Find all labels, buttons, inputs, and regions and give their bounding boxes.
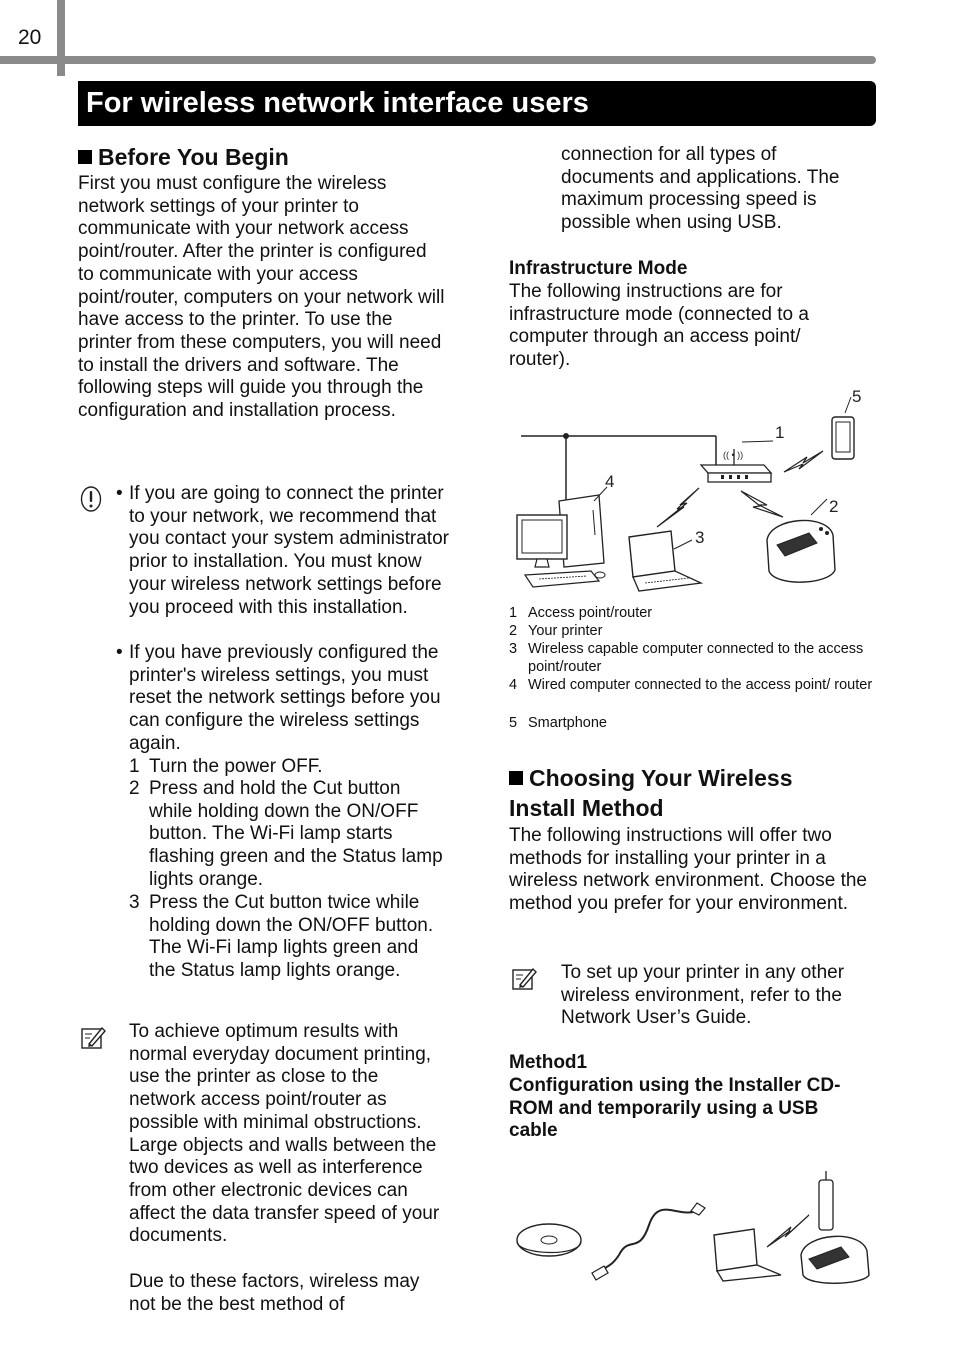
reset-step-3: 3 Press the Cut button twice while holding down the ON/OFF button. The Wi-Fi lamp lights green and the Status lamp lights orange. <box>129 892 434 982</box>
wireless-signal-icon <box>767 1215 809 1247</box>
callout-2: 2 <box>829 497 839 516</box>
before-intro: First you must configure the wireless network settings of your printer to communicate with your network access point/router. After the printer is configured to communicate with your access point/router, computers on your network will have access to the printer. To use the printer from these computers, you will need to install the drivers and software. The following steps will guide you through the configuration and installation process. <box>78 173 445 422</box>
infrastructure-mode-text: The following instructions are for infrastructure mode (connected to a computer through an access point/ router). <box>509 281 809 371</box>
note-wireless-factors: Due to these factors, wireless may not be the best method of <box>129 1271 420 1315</box>
label-printer <box>801 1236 869 1283</box>
caution-bullet-1: • If you are going to connect the printer to your network, we recommend that you contact your system administrator prior to installation. You must know your wireless network settings before you proceed with this installation. <box>116 483 449 618</box>
caution-bullet-2: • If you have previously configured the printer's wireless settings, you must reset the network settings before you can configure the wireless settings again. <box>116 642 441 754</box>
callout-line <box>674 540 692 549</box>
caption-item: 1 Access point/router <box>509 605 653 621</box>
usb-cable <box>592 1203 705 1280</box>
method1-subtitle: Configuration using the Installer CD-ROM and temporarily using a USB cable <box>509 1075 841 1142</box>
wireless-signal-icon <box>741 491 783 517</box>
bullet-dot: • <box>116 642 123 663</box>
note-pencil-icon <box>511 965 538 992</box>
before-heading: Before You Begin <box>78 142 289 172</box>
note-wireless-factors-continued: connection for all types of documents and applications. The maximum processing speed is possible when using USB. <box>561 144 840 234</box>
reset-step-2: 2 Press and hold the Cut button while holding down the ON/OFF button. The Wi-Fi lamp starts flashing green and the Status lamp lights orange. <box>129 778 443 890</box>
reset-step-1: 1 Turn the power OFF. <box>129 756 323 777</box>
cd-rom-disc <box>517 1224 581 1256</box>
callout-1: 1 <box>775 423 785 442</box>
note-optimum-results: To achieve optimum results with normal everyday document printing, use the printer as close to the network access point/router as possible with minimal obstructions. Large objects and walls between the two devices as well as interference from other electronic devices can affect the data transfer speed of your documents. <box>129 1021 440 1247</box>
callout-3: 3 <box>695 528 705 547</box>
diagram-captions <box>509 604 874 734</box>
method1-title: Method1 <box>509 1052 588 1073</box>
caption-item: 4 Wired computer connected to the access point/ router <box>509 677 873 693</box>
infrastructure-diagram <box>509 385 871 600</box>
access-point-router <box>819 1171 833 1230</box>
header-horizontal-bar <box>0 56 876 64</box>
square-bullet-icon <box>509 771 523 785</box>
infrastructure-mode-heading: Infrastructure Mode <box>509 258 688 279</box>
callout-4: 4 <box>605 472 615 491</box>
method1-illustration <box>509 1165 874 1285</box>
note-other-environment: To set up your printer in any other wireless environment, refer to the Network User’s Guide. <box>561 962 845 1029</box>
svg-text:(( • )): (( • )) <box>723 450 744 460</box>
caption-item: 5 Smartphone <box>509 715 607 731</box>
note-pencil-icon <box>80 1024 107 1051</box>
wired-desktop-computer <box>517 495 605 587</box>
label-printer <box>767 520 835 582</box>
wireless-laptop <box>629 531 701 591</box>
callout-line <box>742 441 773 442</box>
caution-icon <box>79 485 103 513</box>
smartphone <box>832 417 854 459</box>
choosing-text: The following instructions will offer two methods for installing your printer in a wireless network environment. Choose the method you prefer for your environment. <box>509 825 868 915</box>
callout-5: 5 <box>852 387 862 406</box>
caption-item: 3 Wireless capable computer connected to the access point/router <box>509 641 864 675</box>
caption-item: 2 Your printer <box>509 623 603 639</box>
access-point-router <box>701 449 771 482</box>
choosing-heading: Choosing Your Wireless Install Method <box>509 765 793 821</box>
callout-line <box>811 499 827 515</box>
callout-line <box>845 397 851 413</box>
section-banner: For wireless network interface users <box>78 81 876 126</box>
laptop <box>714 1229 781 1281</box>
wireless-signal-icon <box>784 451 823 472</box>
bullet-dot: • <box>116 483 123 504</box>
wireless-signal-icon <box>657 488 699 527</box>
page-number: 20 <box>18 26 42 49</box>
square-bullet-icon <box>78 150 92 164</box>
header-vertical-bar <box>57 0 65 76</box>
